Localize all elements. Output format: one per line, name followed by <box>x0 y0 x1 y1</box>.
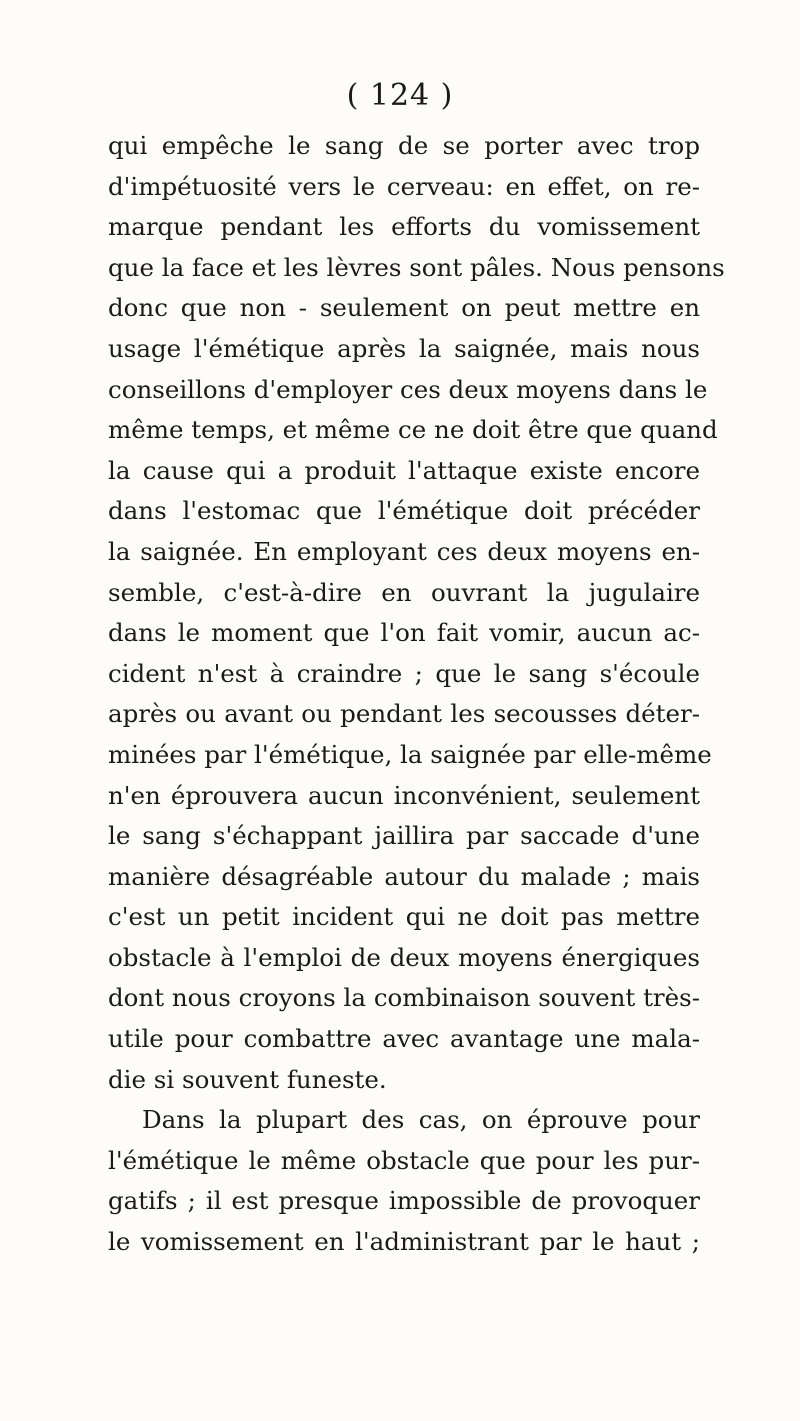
text-line: que la face et les lèvres sont pâles. Nous pensons <box>108 252 725 282</box>
text-line: c'est un petit incident qui ne doit pas mettre <box>108 902 700 932</box>
text-line: donc que non - seulement on peut mettre en <box>108 293 700 323</box>
text-line: usage l'émétique après la saignée, mais nous <box>108 333 700 363</box>
text-line: n'en éprouvera aucun inconvénient, seulement <box>108 780 700 810</box>
text-line: l'émétique le même obstacle que pour les pur- <box>108 1145 700 1175</box>
text-line: utile pour combattre avec avantage une mala- <box>108 1024 700 1054</box>
text-line: qui empêche le sang de se porter avec trop <box>108 131 700 160</box>
text-line: le sang s'échappant jaillira par saccade d'une <box>108 821 700 851</box>
text-line: même temps, et même ce ne doit être que quand <box>108 415 718 445</box>
paragraph-end-line: die si souvent funeste. <box>108 1064 387 1094</box>
text-line: dont nous croyons la combinaison souvent très- <box>108 983 700 1013</box>
text-line: gatifs ; il est presque impossible de provoquer <box>108 1186 700 1216</box>
text-line: marque pendant les efforts du vomissement <box>108 212 700 242</box>
text-line: après ou avant ou pendant les secousses déter- <box>108 699 700 729</box>
text-line: minées par l'émétique, la saignée par elle-même <box>108 739 712 769</box>
text-line: le vomissement en l'administrant par le haut ; <box>108 1227 700 1257</box>
text-line: dans l'estomac que l'émétique doit précéder <box>108 496 700 526</box>
text-line: conseillons d'employer ces deux moyens dans le <box>108 374 708 404</box>
paragraph-start-line: Dans la plupart des cas, on éprouve pour <box>142 1105 700 1135</box>
text-line: la saignée. En employant ces deux moyens en- <box>108 536 700 566</box>
text-line: d'impétuosité vers le cerveau: en effet, on re- <box>108 171 700 201</box>
text-line: cident n'est à craindre ; que le sang s'écoule <box>108 658 700 688</box>
text-line: obstacle à l'emploi de deux moyens énergiques <box>108 942 700 972</box>
page-number: ( 124 ) <box>346 78 454 113</box>
text-line: manière désagréable autour du malade ; mais <box>108 861 700 891</box>
text-line: dans le moment que l'on fait vomir, aucun ac- <box>108 618 700 648</box>
text-line: la cause qui a produit l'attaque existe encore <box>108 455 700 485</box>
body-text <box>108 126 725 1263</box>
text-line: semble, c'est-à-dire en ouvrant la jugulaire <box>108 577 700 607</box>
